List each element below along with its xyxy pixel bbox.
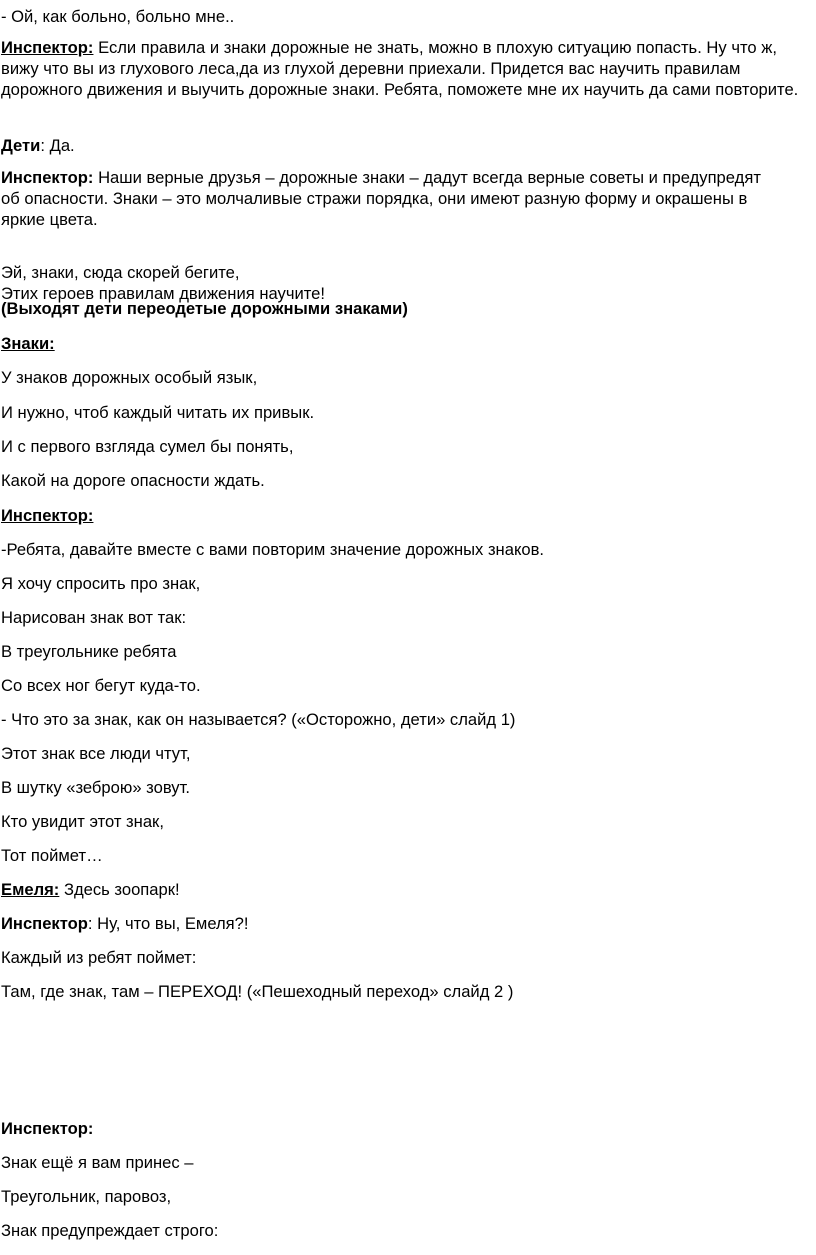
paragraph-text: В треугольнике ребята (1, 642, 177, 661)
paragraph (1, 135, 75, 156)
paragraph (1, 641, 176, 662)
speaker-label: Знаки: (1, 334, 55, 353)
speaker-label: Инспектор (1, 914, 88, 933)
paragraph (1, 981, 513, 1002)
stage-direction: (Выходят дети переодетые дорожными знаками) (1, 299, 408, 318)
paragraph-text: Я хочу спросить про знак, (1, 574, 201, 593)
paragraph-text: У знаков дорожных особый язык, (1, 368, 258, 387)
paragraph (1, 470, 265, 491)
paragraph (1, 6, 234, 27)
paragraph (1, 811, 164, 832)
paragraph (1, 607, 186, 628)
paragraph (1, 573, 200, 594)
paragraph (1, 1118, 93, 1139)
speaker-label: Инспектор: (1, 1119, 94, 1138)
paragraph-text: - Что это за знак, как он называется? («Осторожно, дети» слайд 1) (1, 710, 516, 729)
paragraph (1, 879, 180, 900)
paragraph (1, 743, 190, 764)
paragraph (1, 436, 293, 457)
paragraph (1, 675, 201, 696)
paragraph-text: Если правила и знаки дорожные не знать, можно в плохую ситуацию попасть. Ну что ж, вижу что вы из глухового леса,да из глухой деревни приехали. Придется вас научить правилам дорожного движения и выучить дорожные знаки. Ребята, поможете мне их научить да сами повторите. (1, 38, 799, 99)
paragraph-text: Нарисован знак вот так: (1, 608, 187, 627)
paragraph-text: Со всех ног бегут куда-то. (1, 676, 201, 695)
paragraph-text: : Да. (40, 136, 75, 155)
speaker-label: Дети (1, 136, 41, 155)
paragraph (1, 1220, 218, 1241)
paragraph (1, 37, 811, 100)
paragraph (1, 367, 257, 388)
paragraph (1, 1186, 171, 1207)
paragraph-text: Знак ещё я вам принес – (1, 1153, 194, 1172)
paragraph-text: Наши верные друзья – дорожные знаки – дадут всегда верные советы и предупредят об опасности. Знаки – это молчаливые стражи порядка, они имеют разную форму и окрашены в яркие цвета. (1, 168, 761, 229)
paragraph (1, 1152, 194, 1173)
paragraph (1, 709, 515, 730)
paragraph (1, 505, 93, 526)
paragraph (1, 333, 55, 354)
paragraph-text: Эй, знаки, сюда скорей бегите, Этих героев правилам движения научите! (1, 263, 325, 303)
paragraph-text: Треугольник, паровоз, (1, 1187, 172, 1206)
paragraph-text: И с первого взгляда сумел бы понять, (1, 437, 294, 456)
paragraph (1, 298, 408, 319)
paragraph (1, 947, 196, 968)
paragraph (1, 167, 781, 230)
paragraph-text: Этот знак все люди чтут, (1, 744, 191, 763)
paragraph-text: Кто увидит этот знак, (1, 812, 164, 831)
speaker-label: Инспектор: (1, 168, 94, 187)
paragraph (1, 241, 325, 304)
paragraph-text: Знак предупреждает строго: (1, 1221, 219, 1240)
paragraph-text: Тот поймет… (1, 846, 103, 865)
paragraph (1, 777, 190, 798)
paragraph-text: Здесь зоопарк! (59, 880, 180, 899)
speaker-label: Инспектор: (1, 506, 94, 525)
paragraph-text: -Ребята, давайте вместе с вами повторим значение дорожных знаков. (1, 540, 545, 559)
paragraph (1, 402, 314, 423)
paragraph-text: Каждый из ребят поймет: (1, 948, 197, 967)
paragraph-text: Какой на дороге опасности ждать. (1, 471, 265, 490)
paragraph-text: - Ой, как больно, больно мне.. (1, 7, 235, 26)
speaker-label: Инспектор: (1, 38, 94, 57)
paragraph (1, 845, 103, 866)
paragraph-text: И нужно, чтоб каждый читать их привык. (1, 403, 315, 422)
paragraph-text: В шутку «зеброю» зовут. (1, 778, 190, 797)
paragraph-text: Там, где знак, там – ПЕРЕХОД! («Пешеходный переход» слайд 2 ) (1, 982, 514, 1001)
paragraph-text: : Ну, что вы, Емеля?! (87, 914, 249, 933)
paragraph (1, 539, 544, 560)
speaker-label: Емеля: (1, 880, 60, 899)
paragraph (1, 913, 249, 934)
